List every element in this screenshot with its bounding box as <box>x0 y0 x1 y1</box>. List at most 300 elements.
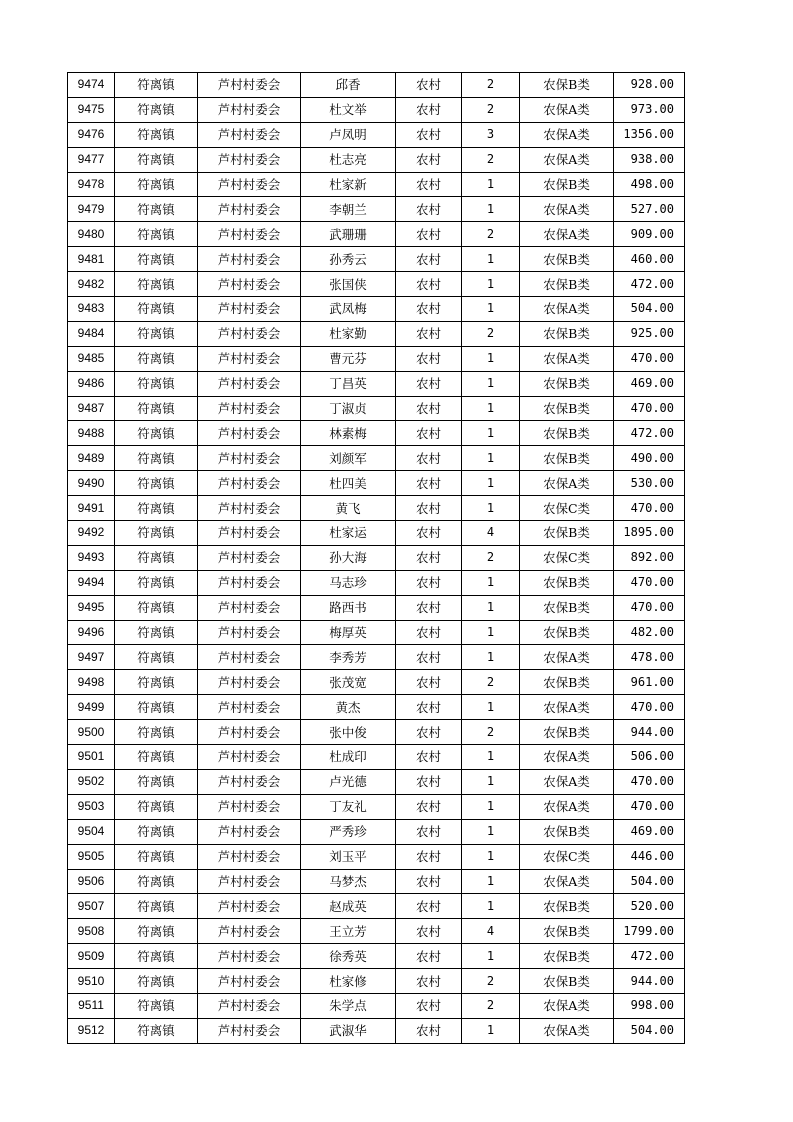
insurance-class-cell: 农保A类 <box>520 147 614 172</box>
name-cell: 武珊珊 <box>301 222 396 247</box>
table-row <box>68 645 685 670</box>
insurance-class-cell: 农保C类 <box>520 545 614 570</box>
record-id-cell: 9491 <box>68 496 115 521</box>
area-type-cell: 农村 <box>396 197 462 222</box>
name-cell: 曹元芬 <box>301 346 396 371</box>
table-row <box>68 993 685 1018</box>
insurance-class-cell: 农保A类 <box>520 695 614 720</box>
town-cell: 符离镇 <box>115 321 198 346</box>
name-cell: 林素梅 <box>301 421 396 446</box>
name-cell: 张中俊 <box>301 720 396 745</box>
town-cell: 符离镇 <box>115 197 198 222</box>
record-id-cell: 9501 <box>68 745 115 770</box>
table-row <box>68 172 685 197</box>
committee-cell: 芦村村委会 <box>198 570 301 595</box>
table-row <box>68 421 685 446</box>
area-type-cell: 农村 <box>396 346 462 371</box>
amount-cell: 1799.00 <box>614 919 685 944</box>
household-size-cell: 1 <box>462 894 520 919</box>
household-size-cell: 1 <box>462 570 520 595</box>
insurance-class-cell: 农保A类 <box>520 97 614 122</box>
record-id-cell: 9486 <box>68 371 115 396</box>
committee-cell: 芦村村委会 <box>198 147 301 172</box>
area-type-cell: 农村 <box>396 97 462 122</box>
amount-cell: 506.00 <box>614 745 685 770</box>
committee-cell: 芦村村委会 <box>198 321 301 346</box>
name-cell: 卢凤明 <box>301 122 396 147</box>
insurance-class-cell: 农保B类 <box>520 595 614 620</box>
amount-cell: 469.00 <box>614 819 685 844</box>
record-id-cell: 9483 <box>68 297 115 322</box>
town-cell: 符离镇 <box>115 421 198 446</box>
household-size-cell: 1 <box>462 272 520 297</box>
name-cell: 孙大海 <box>301 545 396 570</box>
name-cell: 孙秀云 <box>301 247 396 272</box>
name-cell: 朱学点 <box>301 993 396 1018</box>
record-id-cell: 9484 <box>68 321 115 346</box>
town-cell: 符离镇 <box>115 297 198 322</box>
table-row <box>68 545 685 570</box>
insurance-class-cell: 农保B类 <box>520 944 614 969</box>
area-type-cell: 农村 <box>396 869 462 894</box>
amount-cell: 944.00 <box>614 969 685 994</box>
town-cell: 符离镇 <box>115 1018 198 1043</box>
amount-cell: 472.00 <box>614 944 685 969</box>
household-size-cell: 1 <box>462 172 520 197</box>
amount-cell: 460.00 <box>614 247 685 272</box>
table-row <box>68 894 685 919</box>
town-cell: 符离镇 <box>115 371 198 396</box>
record-id-cell: 9509 <box>68 944 115 969</box>
amount-cell: 490.00 <box>614 446 685 471</box>
area-type-cell: 农村 <box>396 545 462 570</box>
insurance-class-cell: 农保A类 <box>520 346 614 371</box>
town-cell: 符离镇 <box>115 794 198 819</box>
committee-cell: 芦村村委会 <box>198 670 301 695</box>
record-id-cell: 9503 <box>68 794 115 819</box>
amount-cell: 998.00 <box>614 993 685 1018</box>
committee-cell: 芦村村委会 <box>198 695 301 720</box>
committee-cell: 芦村村委会 <box>198 247 301 272</box>
name-cell: 赵成英 <box>301 894 396 919</box>
name-cell: 马志珍 <box>301 570 396 595</box>
name-cell: 邱香 <box>301 73 396 98</box>
town-cell: 符离镇 <box>115 247 198 272</box>
insurance-class-cell: 农保B类 <box>520 396 614 421</box>
committee-cell: 芦村村委会 <box>198 496 301 521</box>
household-size-cell: 2 <box>462 73 520 98</box>
amount-cell: 470.00 <box>614 695 685 720</box>
name-cell: 武凤梅 <box>301 297 396 322</box>
amount-cell: 446.00 <box>614 844 685 869</box>
town-cell: 符离镇 <box>115 272 198 297</box>
area-type-cell: 农村 <box>396 496 462 521</box>
record-id-cell: 9478 <box>68 172 115 197</box>
insurance-class-cell: 农保B类 <box>520 247 614 272</box>
name-cell: 杜家运 <box>301 521 396 546</box>
insurance-class-cell: 农保B类 <box>520 172 614 197</box>
committee-cell: 芦村村委会 <box>198 222 301 247</box>
household-size-cell: 1 <box>462 844 520 869</box>
town-cell: 符离镇 <box>115 969 198 994</box>
amount-cell: 504.00 <box>614 297 685 322</box>
name-cell: 张国侠 <box>301 272 396 297</box>
committee-cell: 芦村村委会 <box>198 471 301 496</box>
area-type-cell: 农村 <box>396 471 462 496</box>
table-body <box>68 73 685 1044</box>
insurance-class-cell: 农保B类 <box>520 570 614 595</box>
household-size-cell: 1 <box>462 944 520 969</box>
name-cell: 刘颜军 <box>301 446 396 471</box>
name-cell: 严秀珍 <box>301 819 396 844</box>
table-row <box>68 720 685 745</box>
committee-cell: 芦村村委会 <box>198 73 301 98</box>
record-id-cell: 9474 <box>68 73 115 98</box>
town-cell: 符离镇 <box>115 97 198 122</box>
household-size-cell: 2 <box>462 97 520 122</box>
table-row <box>68 695 685 720</box>
area-type-cell: 农村 <box>396 222 462 247</box>
table-row <box>68 844 685 869</box>
household-size-cell: 1 <box>462 869 520 894</box>
table-row <box>68 122 685 147</box>
area-type-cell: 农村 <box>396 993 462 1018</box>
amount-cell: 1356.00 <box>614 122 685 147</box>
amount-cell: 909.00 <box>614 222 685 247</box>
town-cell: 符离镇 <box>115 919 198 944</box>
amount-cell: 478.00 <box>614 645 685 670</box>
committee-cell: 芦村村委会 <box>198 595 301 620</box>
committee-cell: 芦村村委会 <box>198 521 301 546</box>
committee-cell: 芦村村委会 <box>198 819 301 844</box>
household-size-cell: 1 <box>462 471 520 496</box>
name-cell: 李朝兰 <box>301 197 396 222</box>
household-size-cell: 2 <box>462 969 520 994</box>
table-row <box>68 521 685 546</box>
town-cell: 符离镇 <box>115 471 198 496</box>
town-cell: 符离镇 <box>115 620 198 645</box>
insurance-class-cell: 农保A类 <box>520 745 614 770</box>
household-size-cell: 2 <box>462 670 520 695</box>
table-row <box>68 496 685 521</box>
committee-cell: 芦村村委会 <box>198 172 301 197</box>
committee-cell: 芦村村委会 <box>198 396 301 421</box>
record-id-cell: 9488 <box>68 421 115 446</box>
committee-cell: 芦村村委会 <box>198 919 301 944</box>
committee-cell: 芦村村委会 <box>198 720 301 745</box>
town-cell: 符离镇 <box>115 595 198 620</box>
name-cell: 丁昌英 <box>301 371 396 396</box>
name-cell: 马梦杰 <box>301 869 396 894</box>
town-cell: 符离镇 <box>115 496 198 521</box>
table-row <box>68 969 685 994</box>
insurance-class-cell: 农保B类 <box>520 894 614 919</box>
household-size-cell: 1 <box>462 421 520 446</box>
name-cell: 杜家修 <box>301 969 396 994</box>
table-row <box>68 346 685 371</box>
table-row <box>68 620 685 645</box>
amount-cell: 504.00 <box>614 1018 685 1043</box>
insurance-class-cell: 农保B类 <box>520 620 614 645</box>
amount-cell: 470.00 <box>614 396 685 421</box>
table-row <box>68 1018 685 1043</box>
area-type-cell: 农村 <box>396 944 462 969</box>
record-id-cell: 9492 <box>68 521 115 546</box>
record-id-cell: 9504 <box>68 819 115 844</box>
insurance-class-cell: 农保A类 <box>520 197 614 222</box>
town-cell: 符离镇 <box>115 396 198 421</box>
table-row <box>68 147 685 172</box>
area-type-cell: 农村 <box>396 247 462 272</box>
record-id-cell: 9505 <box>68 844 115 869</box>
name-cell: 杜成印 <box>301 745 396 770</box>
insurance-class-cell: 农保A类 <box>520 297 614 322</box>
name-cell: 李秀芳 <box>301 645 396 670</box>
area-type-cell: 农村 <box>396 595 462 620</box>
household-size-cell: 2 <box>462 993 520 1018</box>
town-cell: 符离镇 <box>115 147 198 172</box>
household-size-cell: 1 <box>462 247 520 272</box>
amount-cell: 527.00 <box>614 197 685 222</box>
table-row <box>68 73 685 98</box>
area-type-cell: 农村 <box>396 844 462 869</box>
household-size-cell: 2 <box>462 321 520 346</box>
name-cell: 路西书 <box>301 595 396 620</box>
insurance-class-cell: 农保A类 <box>520 794 614 819</box>
town-cell: 符离镇 <box>115 670 198 695</box>
insurance-class-cell: 农保B类 <box>520 670 614 695</box>
household-size-cell: 1 <box>462 1018 520 1043</box>
area-type-cell: 农村 <box>396 894 462 919</box>
record-id-cell: 9476 <box>68 122 115 147</box>
insurance-class-cell: 农保B类 <box>520 321 614 346</box>
committee-cell: 芦村村委会 <box>198 969 301 994</box>
town-cell: 符离镇 <box>115 122 198 147</box>
insurance-class-cell: 农保C类 <box>520 496 614 521</box>
insurance-class-cell: 农保B类 <box>520 521 614 546</box>
insurance-class-cell: 农保B类 <box>520 421 614 446</box>
household-size-cell: 1 <box>462 769 520 794</box>
household-size-cell: 1 <box>462 396 520 421</box>
amount-cell: 469.00 <box>614 371 685 396</box>
amount-cell: 470.00 <box>614 346 685 371</box>
amount-cell: 892.00 <box>614 545 685 570</box>
area-type-cell: 农村 <box>396 919 462 944</box>
household-size-cell: 4 <box>462 919 520 944</box>
table-row <box>68 819 685 844</box>
record-id-cell: 9510 <box>68 969 115 994</box>
town-cell: 符离镇 <box>115 172 198 197</box>
committee-cell: 芦村村委会 <box>198 993 301 1018</box>
town-cell: 符离镇 <box>115 346 198 371</box>
insurance-class-cell: 农保A类 <box>520 471 614 496</box>
town-cell: 符离镇 <box>115 570 198 595</box>
household-size-cell: 2 <box>462 720 520 745</box>
name-cell: 黄杰 <box>301 695 396 720</box>
town-cell: 符离镇 <box>115 869 198 894</box>
committee-cell: 芦村村委会 <box>198 1018 301 1043</box>
table-row <box>68 396 685 421</box>
town-cell: 符离镇 <box>115 521 198 546</box>
committee-cell: 芦村村委会 <box>198 645 301 670</box>
name-cell: 杜家新 <box>301 172 396 197</box>
committee-cell: 芦村村委会 <box>198 122 301 147</box>
name-cell: 黄飞 <box>301 496 396 521</box>
insurance-class-cell: 农保B类 <box>520 371 614 396</box>
amount-cell: 925.00 <box>614 321 685 346</box>
table-row <box>68 670 685 695</box>
record-id-cell: 9481 <box>68 247 115 272</box>
area-type-cell: 农村 <box>396 73 462 98</box>
name-cell: 徐秀英 <box>301 944 396 969</box>
area-type-cell: 农村 <box>396 570 462 595</box>
name-cell: 武淑华 <box>301 1018 396 1043</box>
town-cell: 符离镇 <box>115 844 198 869</box>
table-row <box>68 222 685 247</box>
record-id-cell: 9502 <box>68 769 115 794</box>
amount-cell: 504.00 <box>614 869 685 894</box>
insurance-class-cell: 农保A类 <box>520 1018 614 1043</box>
town-cell: 符离镇 <box>115 545 198 570</box>
record-id-cell: 9497 <box>68 645 115 670</box>
area-type-cell: 农村 <box>396 695 462 720</box>
amount-cell: 530.00 <box>614 471 685 496</box>
amount-cell: 973.00 <box>614 97 685 122</box>
committee-cell: 芦村村委会 <box>198 421 301 446</box>
record-id-cell: 9482 <box>68 272 115 297</box>
insurance-class-cell: 农保A类 <box>520 645 614 670</box>
record-id-cell: 9500 <box>68 720 115 745</box>
record-id-cell: 9490 <box>68 471 115 496</box>
amount-cell: 470.00 <box>614 570 685 595</box>
record-id-cell: 9494 <box>68 570 115 595</box>
record-id-cell: 9489 <box>68 446 115 471</box>
record-id-cell: 9487 <box>68 396 115 421</box>
table-row <box>68 869 685 894</box>
amount-cell: 928.00 <box>614 73 685 98</box>
amount-cell: 470.00 <box>614 769 685 794</box>
town-cell: 符离镇 <box>115 944 198 969</box>
town-cell: 符离镇 <box>115 73 198 98</box>
table-row <box>68 944 685 969</box>
committee-cell: 芦村村委会 <box>198 346 301 371</box>
area-type-cell: 农村 <box>396 297 462 322</box>
insurance-class-cell: 农保B类 <box>520 73 614 98</box>
household-size-cell: 1 <box>462 197 520 222</box>
record-id-cell: 9479 <box>68 197 115 222</box>
area-type-cell: 农村 <box>396 769 462 794</box>
household-size-cell: 4 <box>462 521 520 546</box>
area-type-cell: 农村 <box>396 172 462 197</box>
record-id-cell: 9508 <box>68 919 115 944</box>
area-type-cell: 农村 <box>396 745 462 770</box>
area-type-cell: 农村 <box>396 446 462 471</box>
area-type-cell: 农村 <box>396 969 462 994</box>
record-id-cell: 9480 <box>68 222 115 247</box>
area-type-cell: 农村 <box>396 147 462 172</box>
area-type-cell: 农村 <box>396 321 462 346</box>
household-size-cell: 1 <box>462 819 520 844</box>
town-cell: 符离镇 <box>115 819 198 844</box>
table-row <box>68 919 685 944</box>
area-type-cell: 农村 <box>396 645 462 670</box>
record-id-cell: 9511 <box>68 993 115 1018</box>
name-cell: 杜四美 <box>301 471 396 496</box>
name-cell: 王立芳 <box>301 919 396 944</box>
area-type-cell: 农村 <box>396 521 462 546</box>
household-size-cell: 1 <box>462 496 520 521</box>
insurance-class-cell: 农保B类 <box>520 446 614 471</box>
amount-cell: 470.00 <box>614 595 685 620</box>
amount-cell: 938.00 <box>614 147 685 172</box>
name-cell: 张茂宽 <box>301 670 396 695</box>
amount-cell: 472.00 <box>614 272 685 297</box>
committee-cell: 芦村村委会 <box>198 446 301 471</box>
record-id-cell: 9496 <box>68 620 115 645</box>
household-size-cell: 2 <box>462 147 520 172</box>
amount-cell: 470.00 <box>614 794 685 819</box>
area-type-cell: 农村 <box>396 421 462 446</box>
committee-cell: 芦村村委会 <box>198 844 301 869</box>
area-type-cell: 农村 <box>396 620 462 645</box>
amount-cell: 470.00 <box>614 496 685 521</box>
area-type-cell: 农村 <box>396 396 462 421</box>
committee-cell: 芦村村委会 <box>198 944 301 969</box>
household-size-cell: 1 <box>462 346 520 371</box>
insurance-class-cell: 农保A类 <box>520 222 614 247</box>
committee-cell: 芦村村委会 <box>198 894 301 919</box>
insurance-class-cell: 农保B类 <box>520 819 614 844</box>
insurance-class-cell: 农保B类 <box>520 720 614 745</box>
record-id-cell: 9493 <box>68 545 115 570</box>
town-cell: 符离镇 <box>115 894 198 919</box>
table-row <box>68 745 685 770</box>
town-cell: 符离镇 <box>115 695 198 720</box>
table-row <box>68 247 685 272</box>
table-row <box>68 595 685 620</box>
table-row <box>68 794 685 819</box>
name-cell: 丁友礼 <box>301 794 396 819</box>
amount-cell: 1895.00 <box>614 521 685 546</box>
records-table <box>67 72 685 1044</box>
name-cell: 梅厚英 <box>301 620 396 645</box>
area-type-cell: 农村 <box>396 1018 462 1043</box>
committee-cell: 芦村村委会 <box>198 272 301 297</box>
committee-cell: 芦村村委会 <box>198 545 301 570</box>
insurance-class-cell: 农保B类 <box>520 919 614 944</box>
area-type-cell: 农村 <box>396 272 462 297</box>
insurance-class-cell: 农保A类 <box>520 869 614 894</box>
name-cell: 杜志亮 <box>301 147 396 172</box>
household-size-cell: 1 <box>462 446 520 471</box>
committee-cell: 芦村村委会 <box>198 97 301 122</box>
committee-cell: 芦村村委会 <box>198 197 301 222</box>
table-row <box>68 471 685 496</box>
table-row <box>68 446 685 471</box>
record-id-cell: 9477 <box>68 147 115 172</box>
record-id-cell: 9507 <box>68 894 115 919</box>
insurance-class-cell: 农保A类 <box>520 993 614 1018</box>
insurance-class-cell: 农保B类 <box>520 272 614 297</box>
table-row <box>68 272 685 297</box>
name-cell: 卢光德 <box>301 769 396 794</box>
table-row <box>68 321 685 346</box>
household-size-cell: 1 <box>462 794 520 819</box>
committee-cell: 芦村村委会 <box>198 794 301 819</box>
record-id-cell: 9485 <box>68 346 115 371</box>
insurance-class-cell: 农保A类 <box>520 122 614 147</box>
table-row <box>68 197 685 222</box>
